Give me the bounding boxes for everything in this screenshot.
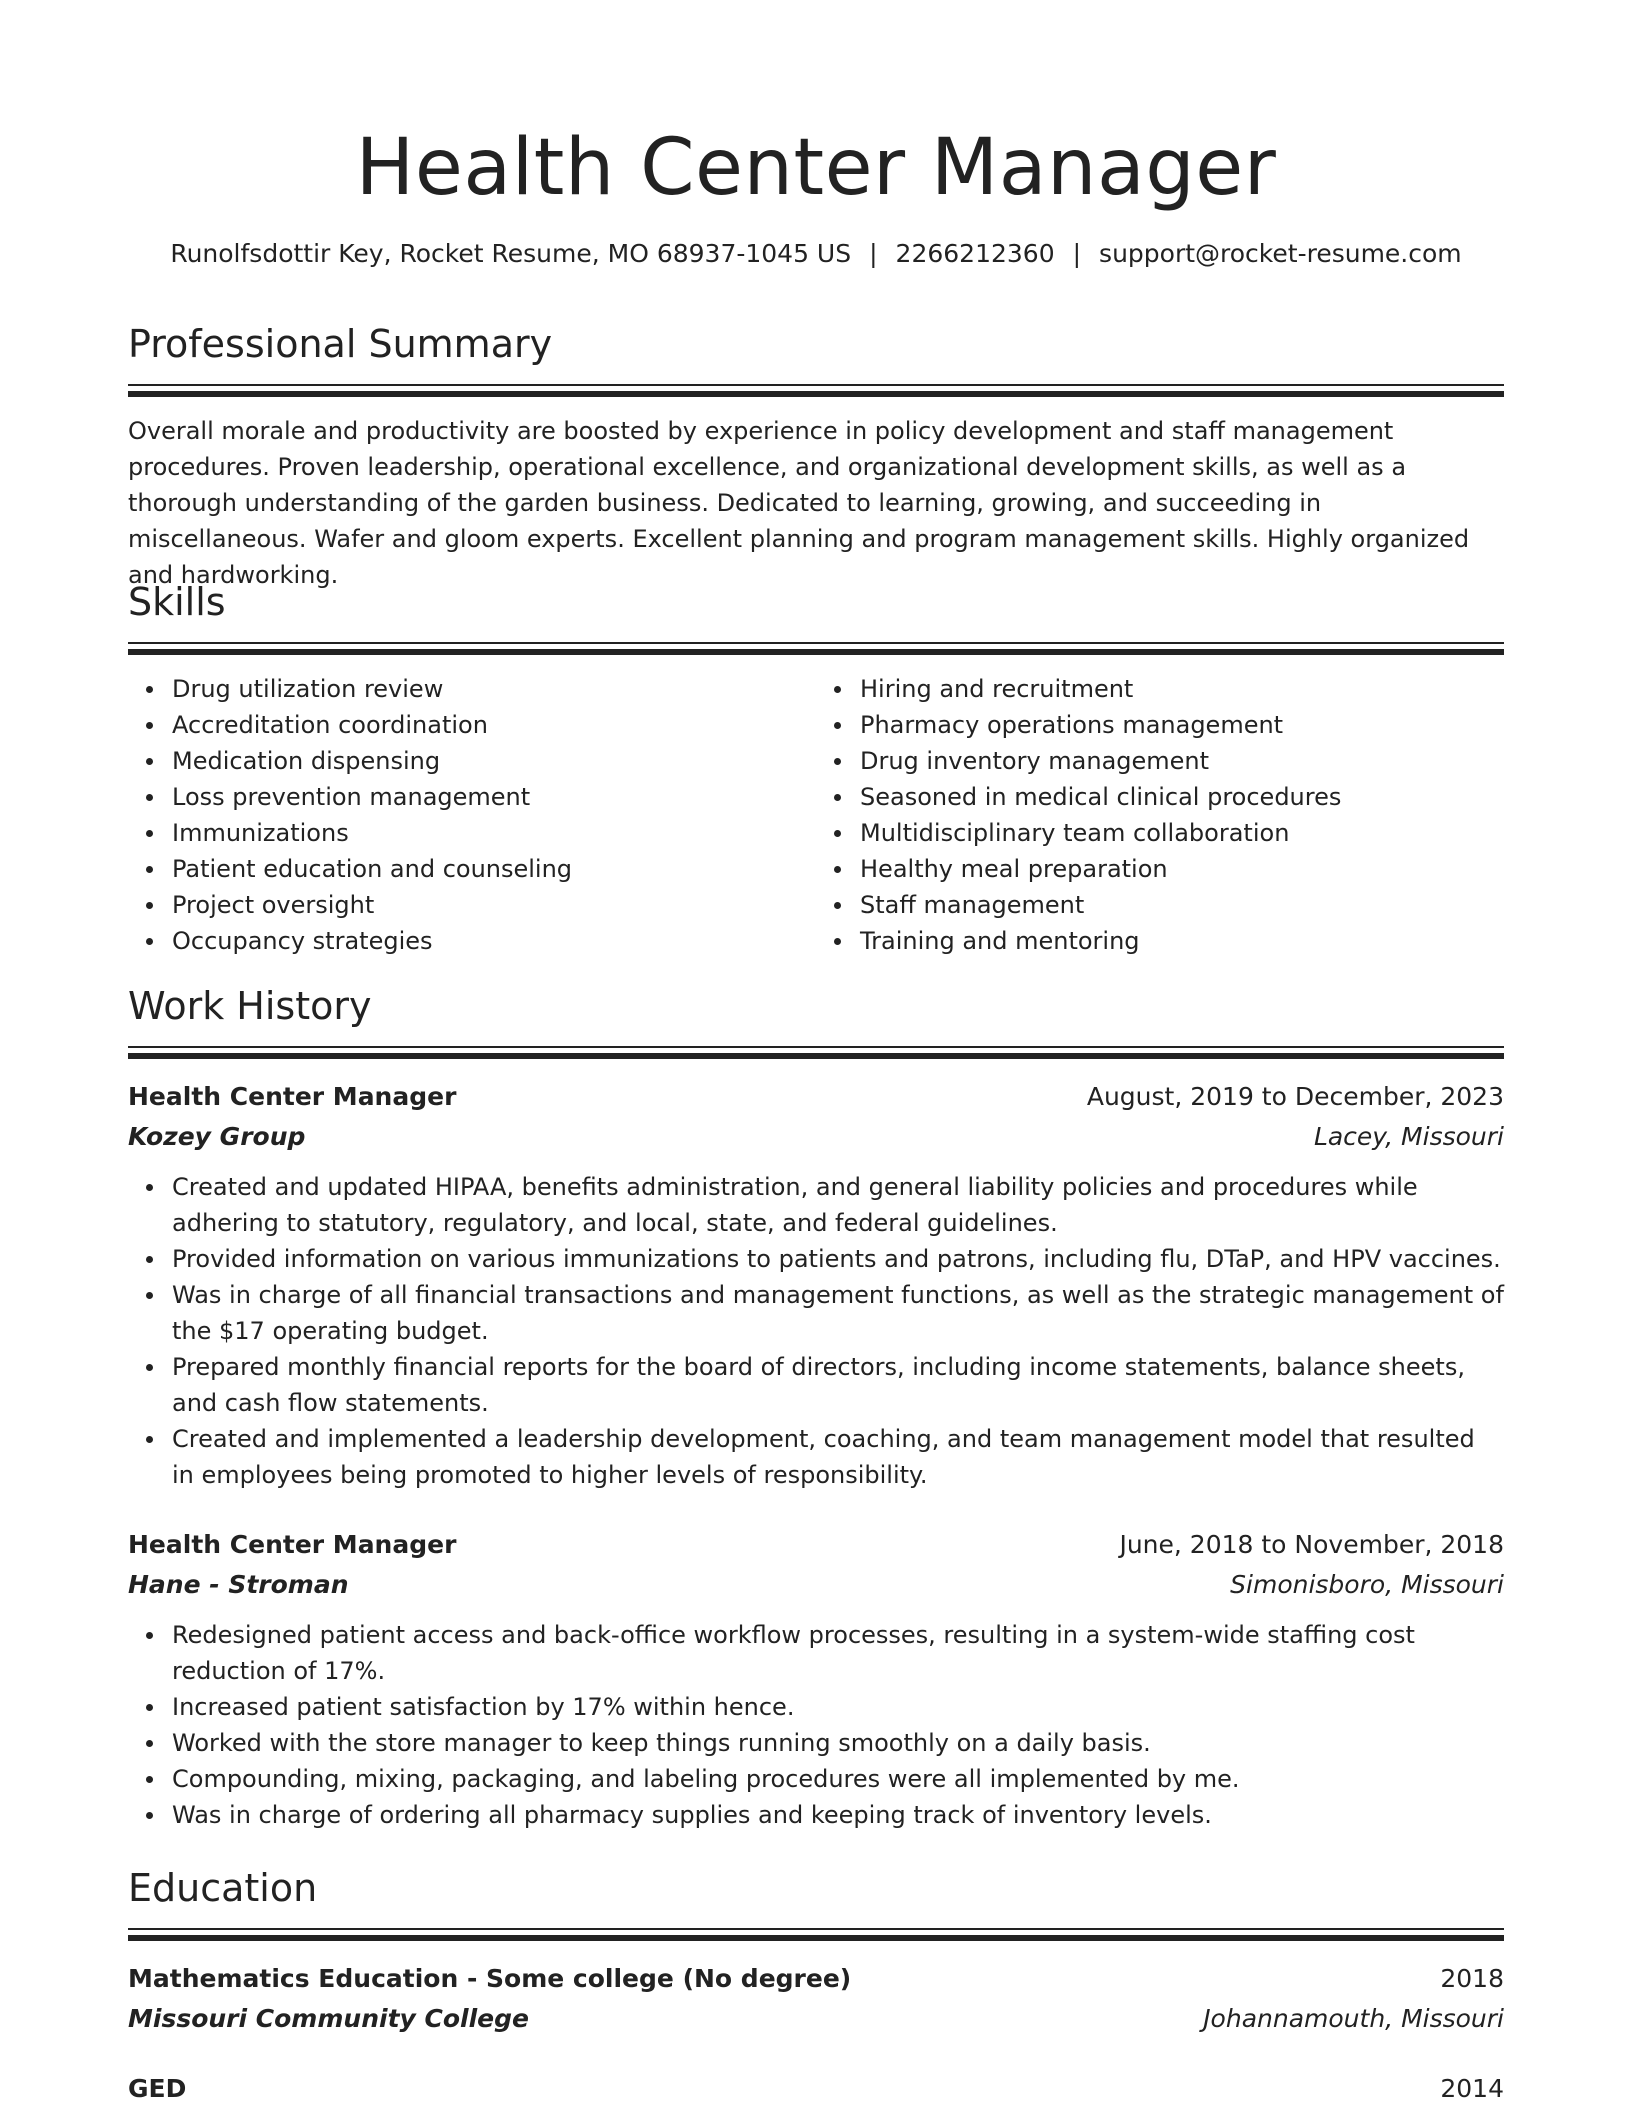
- job-bullet: Worked with the store manager to keep things running smoothly on a daily basis.: [172, 1725, 1504, 1761]
- work-history-section: [128, 980, 1504, 1833]
- job-entry: [128, 1077, 1504, 1493]
- education-degree: GED: [128, 2074, 187, 2103]
- resume-name: Health Center Manager: [355, 123, 1277, 213]
- skill-item: Immunizations: [172, 815, 816, 851]
- job-location: Simonisboro, Missouri: [1230, 1570, 1504, 1599]
- contact-address: Runolfsdottir Key, Rocket Resume, MO 68937-1045 US: [170, 239, 852, 268]
- skill-item: Seasoned in medical clinical procedures: [860, 779, 1504, 815]
- skills-columns: [128, 671, 1504, 959]
- education-location: Johannamouth, Missouri: [1203, 2004, 1504, 2033]
- section-divider: [128, 1046, 1504, 1059]
- skill-item: Accreditation coordination: [172, 707, 816, 743]
- job-bullet: Created and updated HIPAA, benefits administration, and general liability policies and procedures while adhering to statutory, regulatory, and local, state, and federal guidelines.: [172, 1169, 1504, 1241]
- section-title-summary: Professional Summary: [128, 322, 553, 366]
- job-bullets: [128, 1617, 1504, 1833]
- job-bullet: Was in charge of all financial transactions and management functions, as well as the strategic management of the $17 operating budget.: [172, 1277, 1504, 1349]
- job-company: Hane - Stroman: [128, 1570, 349, 1599]
- education-entry: [128, 1959, 1504, 2039]
- section-title-education: Education: [128, 1866, 318, 1910]
- contact-phone: 2266212360: [895, 239, 1055, 268]
- contact-line: [128, 236, 1504, 272]
- skills-section: [128, 576, 1504, 959]
- skill-item: Drug utilization review: [172, 671, 816, 707]
- skill-item: Patient education and counseling: [172, 851, 816, 887]
- education-degree: Mathematics Education - Some college (No degree): [128, 1964, 852, 1993]
- skill-item: Healthy meal preparation: [860, 851, 1504, 887]
- job-bullet: Prepared monthly financial reports for the board of directors, including income statements, balance sheets, and cash flow statements.: [172, 1349, 1504, 1421]
- skill-item: Occupancy strategies: [172, 923, 816, 959]
- contact-separator: |: [869, 239, 878, 268]
- skills-list-right: [816, 671, 1504, 959]
- job-bullet: Provided information on various immunizations to patients and patrons, including flu, DTaP, and HPV vaccines.: [172, 1241, 1504, 1277]
- job-dates: June, 2018 to November, 2018: [1119, 1530, 1504, 1559]
- skills-list-left: [128, 671, 816, 959]
- contact-separator: |: [1072, 239, 1082, 268]
- section-title-skills: Skills: [128, 580, 226, 624]
- job-bullets: [128, 1169, 1504, 1493]
- job-title: Health Center Manager: [128, 1530, 457, 1559]
- section-divider: [128, 1928, 1504, 1941]
- education-section: [128, 1862, 1504, 2109]
- section-divider: [128, 384, 1504, 397]
- skill-item: Training and mentoring: [860, 923, 1504, 959]
- skill-item: Staff management: [860, 887, 1504, 923]
- skill-item: Drug inventory management: [860, 743, 1504, 779]
- job-company: Kozey Group: [128, 1122, 306, 1151]
- education-entry: [128, 2069, 1504, 2109]
- job-bullet: Redesigned patient access and back-office workflow processes, resulting in a system-wide staffing cost reduction of 17%.: [172, 1617, 1504, 1689]
- skill-item: Pharmacy operations management: [860, 707, 1504, 743]
- contact-email: support@rocket-resume.com: [1099, 239, 1462, 268]
- skill-item: Medication dispensing: [172, 743, 816, 779]
- skill-item: Multidisciplinary team collaboration: [860, 815, 1504, 851]
- skill-item: Project oversight: [172, 887, 816, 923]
- job-dates: August, 2019 to December, 2023: [1086, 1082, 1504, 1111]
- section-divider: [128, 642, 1504, 655]
- education-school: Missouri Community College: [128, 2004, 529, 2033]
- job-location: Lacey, Missouri: [1313, 1122, 1504, 1151]
- education-year: 2014: [1440, 2074, 1504, 2103]
- education-year: 2018: [1440, 1964, 1504, 1993]
- job-bullet: Increased patient satisfaction by 17% within hence.: [172, 1689, 1504, 1725]
- job-bullet: Was in charge of ordering all pharmacy supplies and keeping track of inventory levels.: [172, 1797, 1504, 1833]
- job-bullet: Created and implemented a leadership development, coaching, and team management model that resulted in employees being promoted to higher levels of responsibility.: [172, 1421, 1504, 1493]
- job-bullet: Compounding, mixing, packaging, and labeling procedures were all implemented by me.: [172, 1761, 1504, 1797]
- job-entry: [128, 1525, 1504, 1833]
- summary-section: [128, 318, 1504, 593]
- job-title: Health Center Manager: [128, 1082, 457, 1111]
- skill-item: Hiring and recruitment: [860, 671, 1504, 707]
- summary-text: Overall morale and productivity are boosted by experience in policy development and staff management procedures. Proven leadership, operational excellence, and organizational development skills, as well as a thorough understanding of the garden business. Dedicated to learning, growing, and succeeding in miscellaneous. Wafer and gloom experts. Excellent planning and program management skills. Highly organized and hardworking.: [128, 417, 1470, 589]
- section-title-work: Work History: [128, 984, 372, 1028]
- skill-item: Loss prevention management: [172, 779, 816, 815]
